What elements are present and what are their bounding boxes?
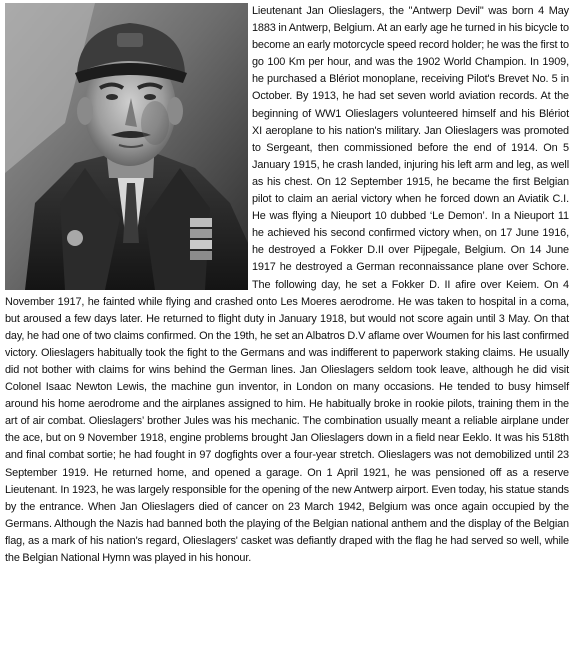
biography-text: Lieutenant Jan Olieslagers, the "Antwerp Devil" was born 4 May 1883 in Antwerp, Belgium. At an early age he turned in his bicycle to become an early motorcycle speed record holder; he was the first to go 100 Km per hour, and was the 1902 World Champion. In 1909, he purchased a Blériot monoplane, receiving Pilot's Brevet No. 5 in October. By 1913, he had set seven world aviation records. At the beginning of WW1 Olieslagers volunteered himself and his Blériot XI aeroplane to his nation's military. Jan Olieslagers was promoted to Sergeant, then commissioned before the end of 1914. On 5 January 1915, he crash landed, injuring his left arm and leg, as well as his chest. On 12 September 1915, he became the first Belgian pilot to claim an aerial victory when he forced down an Aviatik C.I. He was flying a Nieuport 10 dubbed ‘Le Demon’. In a Nieuport 11 he achieved his second confirmed victory when, on 17 June 1916, he destroyed a Fokker D.II over Pijpegale, Belgium. On 14 June 1917 he destroyed a German reconnaissance plane over Schore. The following day, he set a Fokker D. II afire over Keiem. On 4 November 1917, he fainted while flying and crashed onto Les Moeres aerodrome. He was taken to hospital in a coma, but aroused a few days later. He returned to flight duty in January 1918, but would not score again until 3 May. On that day, he had one of two claims confirmed. On the 19th, he set an Albatros D.V aflame over Woumen for his last confirmed victory. Olieslagers habitually took the fight to the Germans and was indifferent to paperwork staking claims. He usually did not bother with claims for wins behind the German lines. Jan Olieslagers seldom took leave, although he did visit Colonel Isaac Newton Lewis, the machine gun inventor, in London on many occasions. He tended to busy himself around his home aerodrome and the airplanes assigned to him. He habitually broke in rookie pilots, training them in the art of air combat. Olieslagers’ brother Jules was his mechanic. The combination usually meant a reliable airplane under the ace, but on 9 November 1918, engine problems brought Jan Olieslagers down in a field near Eeklo. It was his 518th and final combat sortie; he had fought in 97 dogfights over a four-year stretch. Olieslagers was not demobilized until 23 September 1919. He returned home, and opened a garage. On 1 April 1921, he was pensioned off as a reserve Lieutenant. In 1923, he was largely responsible for the opening of the new Antwerp airport. Even today, his statue stands by the entrance. When Jan Olieslagers died of cancer on 23 March 1942, Belgium was once again occupied by the Germans. Although the Nazis had banned both the playing of the Belgian national anthem and the display of the Belgian flag, as a mark of his nation's regard, Olieslagers' casket was defiantly draped with the flag he had served so well, while the Belgian National Hymn was played in his honour. <box>5 5 569 564</box>
portrait-photo-icon <box>5 3 248 290</box>
portrait-photo <box>5 3 248 290</box>
